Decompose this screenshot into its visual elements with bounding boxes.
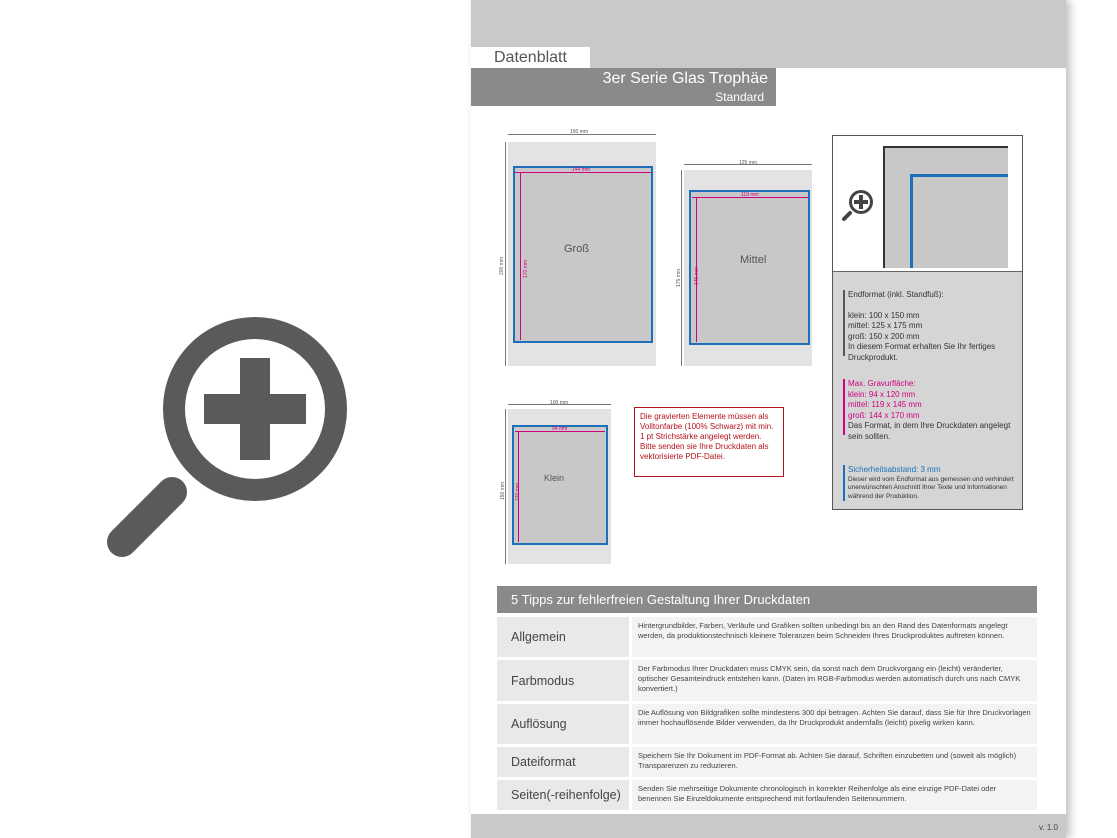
endformat-line: klein: 100 x 150 mm [848, 310, 920, 320]
mittel-height-label: 175 mm [676, 268, 682, 287]
mittel-width-label: 125 mm [739, 160, 758, 166]
tip-row [497, 660, 1037, 701]
footer-band [471, 814, 1066, 838]
tip-text: Hintergrundbilder, Farben, Verläufe und Grafiken sollten unbedingt bis an den Rand des Datenformats angelegt werden, da produktionstechnisch kleinere Toleranzen beim Schneiden Ihres Druckproduktes auftreten können. [632, 617, 1037, 657]
tip-row [497, 780, 1037, 810]
tip-text: Die Auflösung von Bildgrafiken sollte mindestens 300 dpi betragen. Achten Sie darauf, dass Sie für Ihre Druckvorlagen immer hochauflösende Bilder verwenden, da Ihr Druckprodukt andernfalls (leicht) pixelig wirken kann. [632, 704, 1037, 744]
endformat-line: groß: 150 x 200 mm [848, 331, 920, 341]
endformat-line: mittel: 125 x 175 mm [848, 321, 923, 330]
tip-label: Auflösung [497, 704, 629, 744]
sicherheit-heading: Sicherheitsabstand: 3 mm [848, 465, 941, 474]
version-label: v. 1.0 [1039, 823, 1058, 832]
gravur-note: Das Format, in dem Ihre Druckdaten angelegt sein sollten. [848, 421, 1011, 441]
page-subtitle: Standard [715, 90, 764, 104]
klein-height-label: 150 mm [500, 481, 506, 500]
info-panel [832, 135, 1023, 510]
tip-text: Senden Sie mehrseitige Dokumente chronologisch in korrekter Reihenfolge als eine einzige PDF-Datei oder benennen Sie Einzeldokumente entsprechend mit fortlaufenden Seitennummern. [632, 780, 1037, 810]
mittel-inner-height-label: 145 mm [694, 266, 700, 285]
tip-label: Seiten(-reihenfolge) [497, 780, 629, 810]
klein-width-label: 100 mm [550, 400, 569, 406]
page-title: 3er Serie Glas Trophäe [602, 70, 768, 87]
zoom-in-icon[interactable] [100, 296, 368, 564]
tip-label: Allgemein [497, 617, 629, 657]
mittel-print-area [689, 190, 810, 345]
endformat-note: In diesem Format erhalten Sie Ihr fertiges Druckprodukt. [848, 342, 996, 362]
gravur-line: klein: 94 x 120 mm [848, 389, 916, 399]
gravur-block [848, 379, 1018, 442]
gross-name: Groß [564, 243, 590, 255]
tips-heading: 5 Tipps zur fehlerfreien Gestaltung Ihrer Druckdaten [497, 586, 1037, 613]
mittel-name: Mittel [740, 254, 767, 266]
endformat-block [848, 290, 1018, 363]
datasheet-tab: Datenblatt [471, 47, 590, 68]
tip-text: Speichern Sie Ihr Dokument im PDF-Format ab. Achten Sie darauf, Schriften einzubetten und (soweit als möglich) Transparenzen zu reduzieren. [632, 747, 1037, 777]
gravur-line: groß: 144 x 170 mm [848, 410, 920, 420]
engraving-notice: Die gravierten Elemente müssen als Volltonfarbe (100% Schwarz) mit min. 1 pt Strichstärke angelegt werden. Bitte senden sie Ihre Druckdaten als vektorisierte PDF-Datei. [634, 407, 784, 477]
tip-label: Dateiformat [497, 747, 629, 777]
klein-inner-height-label: 120 mm [515, 482, 521, 501]
gravur-heading: Max. Gravurfläche: [848, 379, 916, 388]
tip-row [497, 747, 1037, 777]
gravur-line: mittel: 119 x 145 mm [848, 400, 922, 409]
detail-zoom-pane [833, 136, 1022, 272]
tip-row [497, 704, 1037, 744]
sicherheit-block [848, 465, 1018, 501]
gross-width-label: 150 mm [570, 129, 589, 135]
gross-inner-width-label: 144 mm [572, 167, 591, 173]
tip-text: Der Farbmodus Ihrer Druckdaten muss CMYK sein, da sonst nach dem Druckvorgang ein (leicht) veränderter, optischer Gesamteindruck entstehen kann. (Daten im RGB-Farbmodus werden automatisch durch uns nach CMYK konvertiert.) [632, 660, 1037, 701]
endformat-heading: Endformat (inkl. Standfuß): [848, 290, 944, 299]
klein-name: Klein [544, 473, 565, 483]
sicherheit-note: Dieser wird vom Endformat aus gemessen und verhindert unerwünschten Anschnitt Ihrer Texte und Informationen während der Produktion. [848, 475, 1014, 500]
klein-print-area [512, 425, 608, 545]
datasheet-page [471, 0, 1066, 838]
title-bar [471, 68, 776, 106]
klein-inner-width-label: 94 mm [552, 426, 568, 432]
zoom-in-icon-small[interactable] [841, 188, 875, 222]
tip-row [497, 617, 1037, 657]
gross-height-label: 200 mm [499, 256, 505, 275]
mittel-inner-width-label: 119 mm [741, 192, 759, 198]
tip-label: Farbmodus [497, 660, 629, 701]
gross-inner-height-label: 170 mm [523, 259, 529, 278]
